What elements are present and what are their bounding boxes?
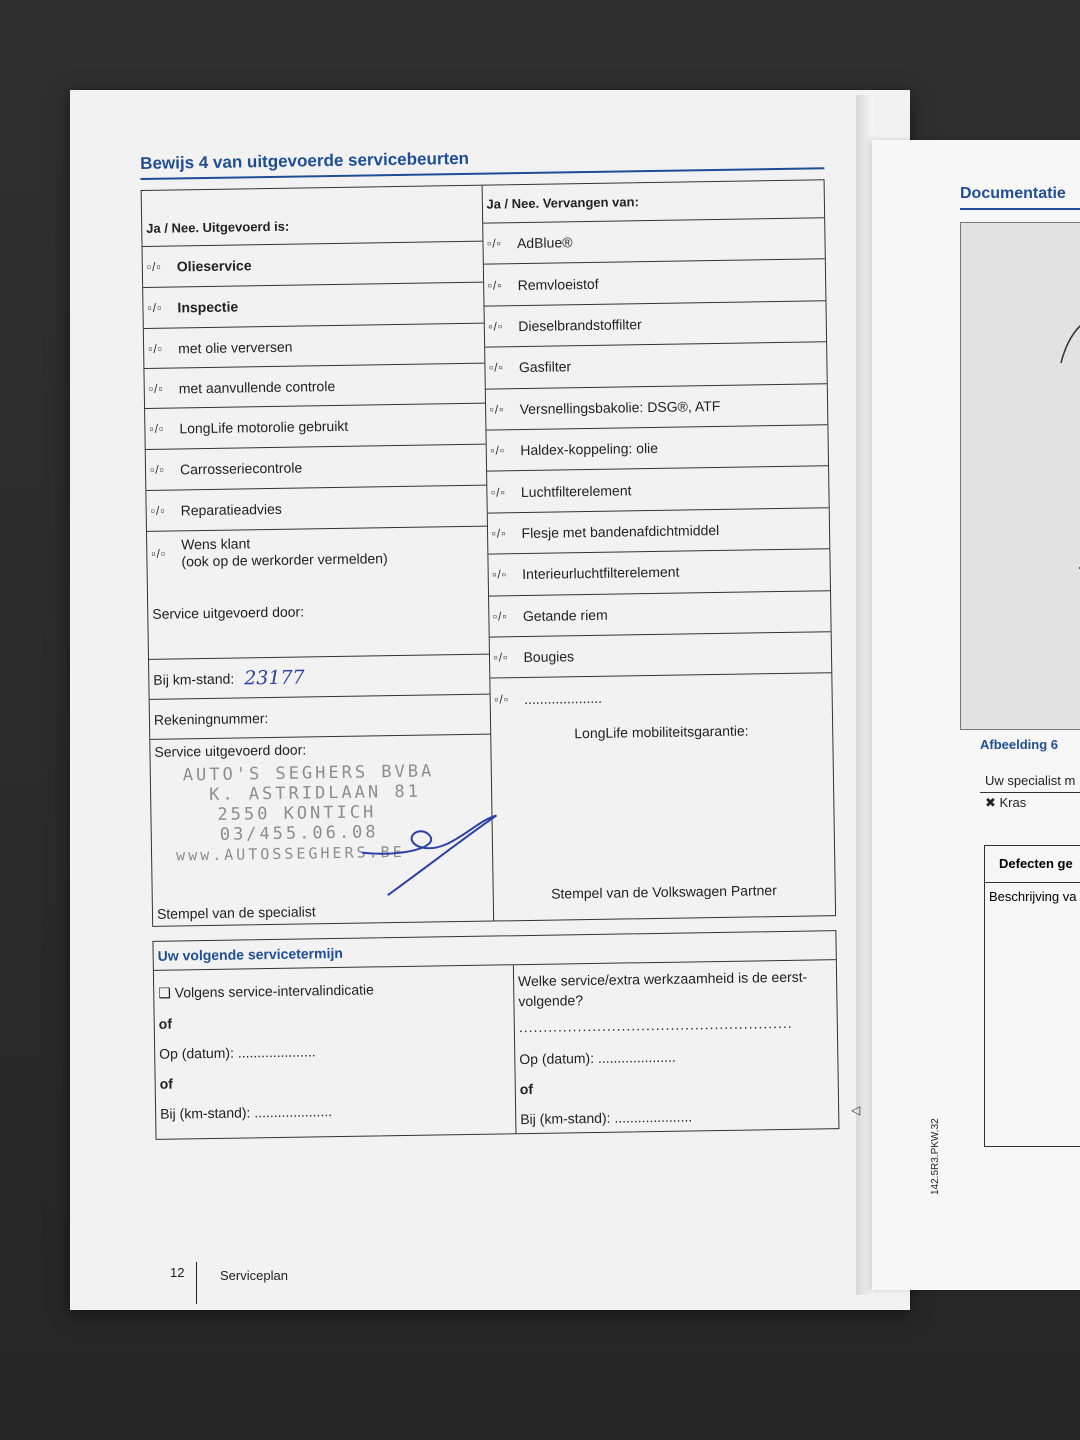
- yes-no-checkbox[interactable]: ▫/▫: [490, 484, 506, 500]
- figure-caption: Afbeelding 6: [980, 737, 1059, 752]
- replaced-item-row: [487, 508, 829, 555]
- next-date-field-right: Op (datum): ....................: [519, 1048, 676, 1068]
- stamp-line: www.AUTOSSEGHERS.BE: [175, 842, 405, 865]
- or-label: of: [158, 1015, 173, 1032]
- executed-item-text: Olieservice: [176, 257, 252, 275]
- next-right-column: [514, 960, 839, 1133]
- defects-header: Defecten ge: [985, 846, 1080, 883]
- right-page-title: Documentatie: [960, 185, 1066, 202]
- replaced-item-row: [485, 342, 827, 389]
- replaced-item-row: [490, 674, 832, 721]
- service-table: [141, 179, 836, 927]
- replaced-item-label: Bougies: [523, 648, 575, 666]
- service-by-2-label: Service uitgevoerd door:: [154, 741, 307, 760]
- replaced-item-label: AdBlue®: [516, 234, 573, 252]
- service-record-document: [140, 139, 865, 1140]
- executed-item-label: [180, 459, 302, 477]
- yes-no-checkbox[interactable]: ▫/▫: [491, 526, 507, 541]
- yes-no-checkbox[interactable]: ▫/▫: [486, 236, 502, 251]
- executed-item-row: [146, 486, 486, 532]
- executed-item-text: met olie verversen: [177, 338, 293, 356]
- kras-text: ✖ Kras: [985, 795, 1027, 810]
- replaced-item-label: Dieselbrandstoffilter: [518, 316, 642, 335]
- signature-icon: [356, 805, 502, 897]
- replaced-item-label: ....................: [524, 689, 603, 708]
- executed-item-text: Inspectie: [177, 298, 239, 316]
- replaced-item-label: Remvloeistof: [517, 275, 599, 293]
- car-outline-icon: [961, 223, 1080, 729]
- executed-item-text: Carrosseriecontrole: [179, 459, 303, 478]
- replaced-item-row: [486, 425, 828, 472]
- executed-item-text: Wens klant: [181, 535, 251, 553]
- stamp-line: 03/455.06.08: [219, 822, 379, 845]
- km-label: Bij km-stand:: [153, 670, 235, 688]
- executed-item-row: [144, 324, 484, 369]
- interval-option: ❑ Volgens service-intervalindicatie: [158, 981, 374, 1001]
- yes-no-checkbox[interactable]: ▫/▫: [493, 650, 509, 665]
- yes-no-checkbox[interactable]: ▫/▫: [492, 567, 508, 582]
- next-left-column: [154, 965, 517, 1139]
- executed-item-label: [181, 501, 282, 519]
- yes-no-checkbox[interactable]: ▫/▫: [146, 259, 162, 274]
- or-label: of: [519, 1080, 534, 1098]
- specialist-text: Uw specialist m: [985, 773, 1076, 788]
- yes-no-checkbox[interactable]: ▫/▫: [487, 277, 503, 293]
- service-by-row: [148, 571, 489, 660]
- km-row: [149, 655, 489, 700]
- yes-no-checkbox[interactable]: ▫/▫: [149, 462, 165, 477]
- replaced-item-label: Flesje met bandenafdichtmiddel: [521, 521, 720, 541]
- right-page: [872, 140, 1080, 1290]
- executed-item-label: [179, 418, 348, 437]
- or-label: of: [159, 1075, 174, 1092]
- replaced-item-label: Getande riem: [522, 606, 608, 624]
- executed-item-label: [177, 257, 252, 274]
- executed-item-row: [147, 527, 487, 576]
- replaced-item-row: [484, 301, 826, 348]
- yes-no-checkbox[interactable]: ▫/▫: [489, 402, 505, 417]
- stamp-line: AUTO'S SEGHERS BVBA: [182, 761, 435, 786]
- replaced-item-row: [489, 591, 831, 638]
- replaced-item-label: Versnellingsbakolie: DSG®, ATF: [519, 397, 721, 417]
- next-service-title: Uw volgende servicetermijn: [153, 931, 835, 971]
- replaced-item-row: [489, 632, 831, 679]
- arrow-marker-icon: ◁: [851, 1103, 861, 1117]
- defects-table: [984, 845, 1080, 1147]
- executed-item-row: [144, 364, 484, 409]
- invoice-label: Rekeningnummer:: [153, 709, 269, 728]
- replaced-column: [482, 180, 835, 920]
- replaced-item-row: [488, 549, 830, 596]
- yes-no-checkbox[interactable]: ▫/▫: [147, 300, 163, 315]
- partner-stamp-row: [491, 715, 835, 906]
- document-code: 142.5R3.PKW.32: [930, 1118, 941, 1195]
- replaced-item-label: Gasfilter: [518, 358, 572, 376]
- yes-no-checkbox[interactable]: ▫/▫: [151, 546, 167, 561]
- executed-item-row: [145, 404, 485, 450]
- replaced-header: Ja / Nee. Vervangen van:: [482, 180, 824, 223]
- longlife-label: LongLife mobiliteitsgarantie:: [574, 722, 749, 741]
- yes-no-checkbox[interactable]: ▫/▫: [150, 503, 166, 518]
- executed-item-subtext: (ook op de werkorder vermelden): [181, 550, 388, 570]
- service-by-label: Service uitgevoerd door:: [152, 603, 305, 622]
- executed-header: Ja / Nee. Uitgevoerd is:: [142, 186, 482, 247]
- replaced-item-label: Luchtfilterelement: [520, 481, 632, 500]
- page-number: 12: [170, 1265, 185, 1280]
- section-name: Serviceplan: [220, 1268, 288, 1283]
- executed-item-row: [146, 445, 486, 491]
- executed-item-row: [143, 283, 483, 329]
- executed-item-text: Reparatieadvies: [180, 500, 282, 519]
- next-date-field: Op (datum): ....................: [159, 1043, 316, 1062]
- yes-no-checkbox[interactable]: ▫/▫: [492, 608, 508, 624]
- answer-line: ........................................................: [518, 1014, 793, 1036]
- next-service-question: Welke service/extra werkzaamheid is de eerst-volgende?: [517, 968, 808, 1010]
- executed-item-label: [181, 533, 388, 570]
- stamp-partner-label: Stempel van de Volkswagen Partner: [550, 881, 777, 902]
- replaced-item-row: [487, 467, 829, 514]
- replaced-item-label: Interieurluchtfilterelement: [522, 563, 680, 583]
- replaced-item-label: Haldex-koppeling: olie: [520, 440, 659, 459]
- divider: [980, 792, 1080, 793]
- km-value: 23177: [244, 665, 305, 689]
- stamp-specialist-label: Stempel van de specialist: [156, 903, 316, 922]
- executed-item-text: LongLife motorolie gebruikt: [179, 417, 349, 437]
- next-km-field: Bij (km-stand): ....................: [160, 1103, 333, 1122]
- executed-item-label: [179, 377, 336, 395]
- invoice-row: [150, 695, 490, 740]
- next-km-field-right: Bij (km-stand): ....................: [520, 1108, 693, 1128]
- executed-item-text: met aanvullende controle: [178, 377, 336, 396]
- footer-divider: [196, 1262, 197, 1304]
- executed-item-row: [143, 242, 483, 288]
- car-figure: [960, 222, 1080, 730]
- stamp-line: 2550 KONTICH: [217, 802, 377, 825]
- yes-no-checkbox[interactable]: ▫/▫: [148, 341, 164, 356]
- title-rule: [960, 208, 1080, 210]
- yes-no-checkbox[interactable]: ▫/▫: [148, 381, 164, 396]
- executed-item-label: [178, 338, 293, 356]
- yes-no-checkbox[interactable]: ▫/▫: [149, 421, 165, 436]
- page-title: Bewijs 4 van uitgevoerde servicebeurten: [140, 139, 824, 180]
- replaced-item-row: [485, 384, 827, 431]
- replaced-item-row: [483, 260, 825, 307]
- yes-no-checkbox[interactable]: ▫/▫: [488, 319, 504, 334]
- next-service-table: [152, 930, 839, 1140]
- yes-no-checkbox[interactable]: ▫/▫: [488, 360, 504, 375]
- executed-item-label: [177, 298, 238, 315]
- replaced-item-row: [483, 218, 825, 265]
- yes-no-checkbox[interactable]: ▫/▫: [490, 443, 506, 458]
- description-header: Beschrijving va: [989, 889, 1077, 904]
- stamp-line: K. ASTRIDLAAN 81: [208, 781, 422, 805]
- yes-no-checkbox[interactable]: ▫/▫: [494, 692, 510, 707]
